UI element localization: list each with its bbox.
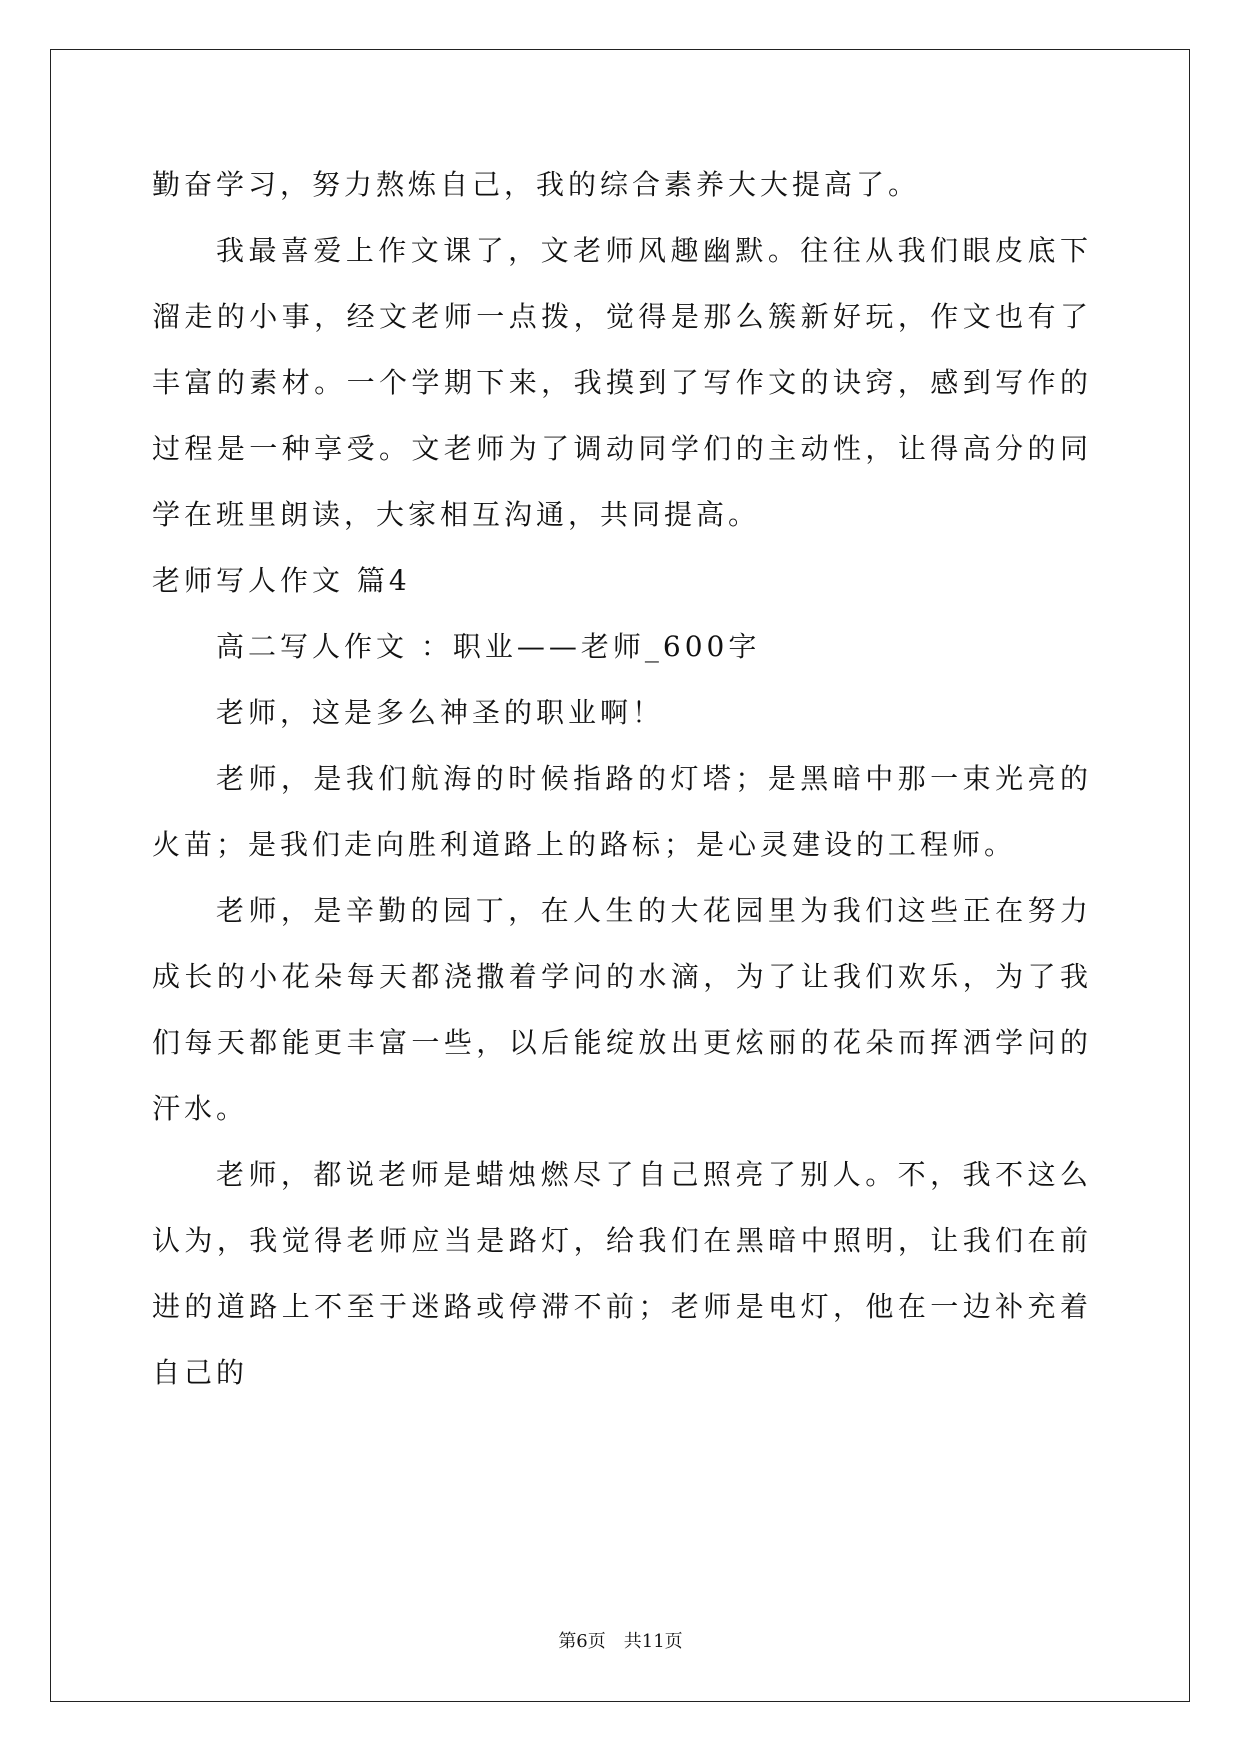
paragraph: 老师，是我们航海的时候指路的灯塔；是黑暗中那一束光亮的火苗；是我们走向胜利道路上的路标；是心灵建设的工程师。 [152, 762, 1092, 861]
paragraph: 老师，这是多么神圣的职业啊！ [216, 696, 665, 729]
paragraph: 勤奋学习，努力熬炼自己，我的综合素养大大提高了。 [152, 168, 921, 201]
article-title: 高二写人作文 ：职业——老师_600字 [216, 630, 761, 663]
document-body [152, 152, 1092, 1406]
paragraph: 老师，都说老师是蜡烛燃尽了自己照亮了别人。不，我不这么认为，我觉得老师应当是路灯，给我们在黑暗中照明，让我们在前进的道路上不至于迷路或停滞不前；老师是电灯，他在一边补充着自己的 [152, 1158, 1092, 1389]
page-number: 第6页 共11页 [558, 1631, 683, 1652]
section-heading: 老师写人作文 篇4 [152, 564, 411, 597]
paragraph: 老师，是辛勤的园丁，在人生的大花园里为我们这些正在努力成长的小花朵每天都浇撒着学问的水滴，为了让我们欢乐，为了我们每天都能更丰富一些，以后能绽放出更炫丽的花朵而挥洒学问的汗水。 [152, 894, 1092, 1125]
paragraph: 我最喜爱上作文课了，文老师风趣幽默。往往从我们眼皮底下溜走的小事，经文老师一点拨，觉得是那么簇新好玩，作文也有了丰富的素材。一个学期下来，我摸到了写作文的诀窍，感到写作的过程是一种享受。文老师为了调动同学们的主动性，让得高分的同学在班里朗读，大家相互沟通，共同提高。 [152, 234, 1092, 531]
